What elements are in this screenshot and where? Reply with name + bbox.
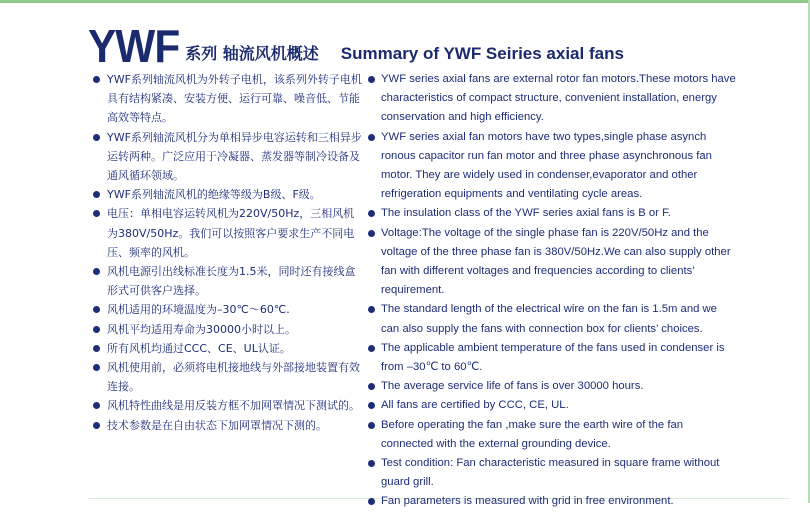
top-border-line: [0, 0, 810, 3]
chinese-title: 系列 轴流风机概述: [185, 44, 319, 63]
chinese-summary-list: [93, 70, 363, 435]
english-list-item: The standard length of the electrical wire on the fan is 1.5m and we can also supply the fans with connection box for clients’ choices.: [368, 300, 738, 338]
page-header: [88, 20, 624, 72]
chinese-list-item: 风机电源引出线标准长度为1.5米，同时还有接线盒形式可供客户选择。: [93, 262, 363, 300]
chinese-list-item: 风机使用前，必须将电机接地线与外部接地装置有效连接。: [93, 358, 363, 396]
english-title: Summary of YWF Seiries axial fans: [340, 44, 624, 63]
english-list-item: Test condition: Fan characteristic measured in square frame without guard grill.: [368, 454, 738, 492]
english-list-item: The applicable ambient temperature of the fans used in condenser is from –30℃ to 60℃.: [368, 339, 738, 377]
english-list-item: YWF series axial fans are external rotor fan motors.These motors have characteristics of compact structure, convenient installation, energy conservation and high efficiency.: [368, 70, 738, 128]
chinese-list-item: YWF系列轴流风机的绝缘等级为B级、F级。: [93, 185, 363, 204]
chinese-list-item: YWF系列轴流风机为外转子电机，该系列外转子电机具有结构紧凑、安装方便、运行可靠、噪音低、节能高效等特点。: [93, 70, 363, 128]
english-list-item: Fan parameters is measured with grid in free environment.: [368, 492, 738, 511]
chinese-list-item: 电压：单相电容运转风机为220V/50Hz，三相风机为380V/50Hz。我们可以按照客户要求生产不同电压、频率的风机。: [93, 204, 363, 262]
chinese-list-item: 风机特性曲线是用反装方框不加网罩情况下测试的。: [93, 396, 363, 415]
english-list-item: The insulation class of the YWF series axial fans is B or F.: [368, 204, 738, 223]
ywf-logo: YWF: [88, 20, 180, 72]
english-list-item: Voltage:The voltage of the single phase fan is 220V/50Hz and the voltage of the three phase fan is 380V/50Hz.We can also supply other fan with different voltages and frequencies according to clients’ requirement.: [368, 224, 738, 301]
english-list-item: All fans are certified by CCC, CE, UL.: [368, 396, 738, 415]
english-list-item: YWF series axial fan motors have two types,single phase asynch ronous capacitor run fan motor and three phase asynchronous fan motor. They are widely used in condenser,evaporator and other refrigeration equipments and ventilating cycle areas.: [368, 128, 738, 205]
chinese-list-item: YWF系列轴流风机分为单相异步电容运转和三相异步运转两种。广泛应用于冷凝器、蒸发器等制冷设备及通风循环领域。: [93, 128, 363, 186]
chinese-list-item: 风机适用的环境温度为–30℃～60℃.: [93, 300, 363, 319]
english-list-item: Before operating the fan ,make sure the earth wire of the fan connected with the external grounding device.: [368, 416, 738, 454]
chinese-list-item: 风机平均适用寿命为30000小时以上。: [93, 320, 363, 339]
chinese-list-item: 技术参数是在自由状态下加网罩情况下测的。: [93, 416, 363, 435]
english-list-item: The average service life of fans is over 30000 hours.: [368, 377, 738, 396]
chinese-list-item: 所有风机均通过CCC、CE、UL认证。: [93, 339, 363, 358]
english-summary-list: [368, 70, 738, 512]
